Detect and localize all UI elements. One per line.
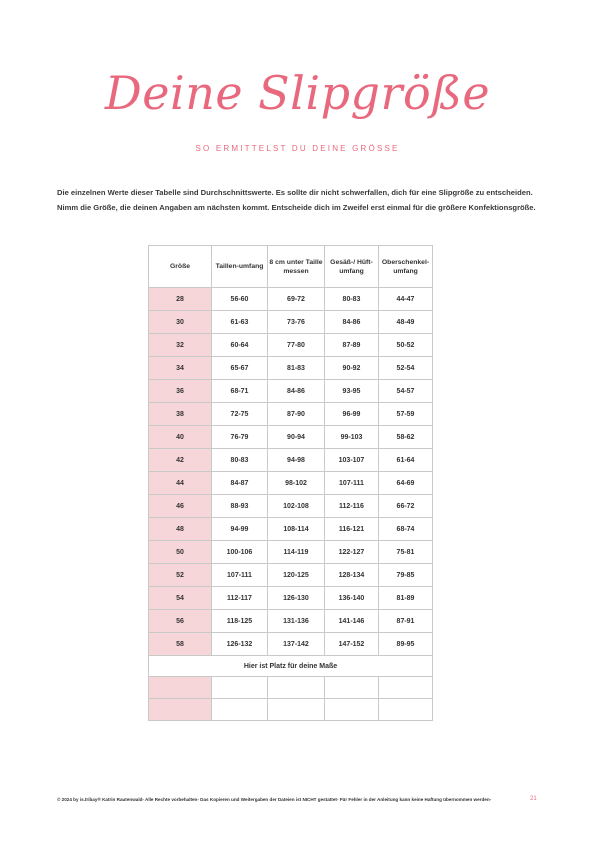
measure-cell: 137-142: [268, 633, 325, 656]
size-cell: 44: [149, 472, 212, 495]
size-cell: 50: [149, 541, 212, 564]
measure-cell: 61-63: [212, 311, 268, 334]
measure-cell: 64-69: [379, 472, 433, 495]
page-title: Deine Slipgröße: [104, 66, 491, 120]
header-below-waist: 8 cm unter Taille messen: [268, 246, 325, 288]
measure-cell: 84-86: [268, 380, 325, 403]
measure-cell: 84-87: [212, 472, 268, 495]
size-cell: 58: [149, 633, 212, 656]
measure-cell: 72-75: [212, 403, 268, 426]
measure-cell: 118-125: [212, 610, 268, 633]
table-row: [149, 587, 433, 610]
measure-cell: 77-80: [268, 334, 325, 357]
table-row: [149, 541, 433, 564]
measure-cell: 108-114: [268, 518, 325, 541]
page-number: 21: [530, 796, 537, 802]
table-body: [149, 288, 433, 721]
measure-cell: 81-89: [379, 587, 433, 610]
table-row: [149, 403, 433, 426]
measure-cell: 116-121: [325, 518, 379, 541]
size-table: [148, 245, 433, 721]
header-size: Größe: [149, 246, 212, 288]
measure-cell: 126-130: [268, 587, 325, 610]
header-waist: Taillen-umfang: [212, 246, 268, 288]
measure-cell: 50-52: [379, 334, 433, 357]
blank-measure-row: [149, 677, 433, 699]
blank-measure-cell: [325, 699, 379, 721]
blank-size-cell: [149, 677, 212, 699]
note-cell: Hier ist Platz für deine Maße: [149, 656, 433, 677]
measure-cell: 48-49: [379, 311, 433, 334]
table-row: [149, 633, 433, 656]
measure-cell: 90-94: [268, 426, 325, 449]
table-row: [149, 311, 433, 334]
size-cell: 40: [149, 426, 212, 449]
measure-cell: 87-91: [379, 610, 433, 633]
measure-cell: 136-140: [325, 587, 379, 610]
blank-measure-cell: [379, 699, 433, 721]
measure-cell: 114-119: [268, 541, 325, 564]
measure-cell: 58-62: [379, 426, 433, 449]
measure-cell: 65-67: [212, 357, 268, 380]
table-row: [149, 495, 433, 518]
blank-measure-cell: [212, 699, 268, 721]
table-row: [149, 564, 433, 587]
size-cell: 28: [149, 288, 212, 311]
measure-cell: 107-111: [212, 564, 268, 587]
size-cell: 32: [149, 334, 212, 357]
measure-cell: 75-81: [379, 541, 433, 564]
measure-cell: 73-76: [268, 311, 325, 334]
blank-measure-row: [149, 699, 433, 721]
table-row: [149, 610, 433, 633]
size-cell: 42: [149, 449, 212, 472]
table-row: [149, 426, 433, 449]
table-row: [149, 472, 433, 495]
footer-copyright: © 2024 by is.tribay® Katrin Rautenwald- Alle Rechte vorbehalten- Das Kopieren und Weitergaben der Dateien ist NICHT gestattet- Für Fehler in der Anleitung kann keine Haftung übernommen werden-: [57, 797, 492, 802]
blank-measure-cell: [268, 699, 325, 721]
measure-cell: 147-152: [325, 633, 379, 656]
table-row: [149, 357, 433, 380]
size-cell: 56: [149, 610, 212, 633]
measure-cell: 56-60: [212, 288, 268, 311]
measure-cell: 94-98: [268, 449, 325, 472]
blank-measure-cell: [379, 677, 433, 699]
measure-cell: 89-95: [379, 633, 433, 656]
measure-cell: 112-117: [212, 587, 268, 610]
measure-cell: 79-85: [379, 564, 433, 587]
measure-cell: 68-71: [212, 380, 268, 403]
measure-cell: 84-86: [325, 311, 379, 334]
measure-cell: 112-116: [325, 495, 379, 518]
measure-cell: 68-74: [379, 518, 433, 541]
size-cell: 34: [149, 357, 212, 380]
size-cell: 48: [149, 518, 212, 541]
header-thigh: Oberschenkel-umfang: [379, 246, 433, 288]
measure-cell: 66-72: [379, 495, 433, 518]
measure-cell: 90-92: [325, 357, 379, 380]
measure-cell: 87-89: [325, 334, 379, 357]
measure-cell: 120-125: [268, 564, 325, 587]
intro-paragraph: Die einzelnen Werte dieser Tabelle sind Durchschnittswerte. Es sollte dir nicht schwerfallen, dich für eine Slipgröße zu entscheiden. Nimm die Größe, die deinen Angaben am nächsten kommt. Entscheide dich im Zweifel erst einmal für die größere Konfektionsgröße.: [57, 188, 536, 212]
measure-cell: 76-79: [212, 426, 268, 449]
measure-cell: 60-64: [212, 334, 268, 357]
table-row: [149, 288, 433, 311]
measure-cell: 52-54: [379, 357, 433, 380]
measure-cell: 128-134: [325, 564, 379, 587]
measure-cell: 57-59: [379, 403, 433, 426]
measure-cell: 69-72: [268, 288, 325, 311]
measure-cell: 87-90: [268, 403, 325, 426]
blank-measure-cell: [325, 677, 379, 699]
measure-cell: 141-146: [325, 610, 379, 633]
measure-cell: 88-93: [212, 495, 268, 518]
measure-cell: 96-99: [325, 403, 379, 426]
size-cell: 36: [149, 380, 212, 403]
measure-cell: 126-132: [212, 633, 268, 656]
measure-cell: 61-64: [379, 449, 433, 472]
note-row: [149, 656, 433, 677]
measure-cell: 100-106: [212, 541, 268, 564]
size-cell: 52: [149, 564, 212, 587]
measure-cell: 54-57: [379, 380, 433, 403]
table-row: [149, 334, 433, 357]
size-cell: 46: [149, 495, 212, 518]
size-cell: 38: [149, 403, 212, 426]
blank-measure-cell: [212, 677, 268, 699]
measure-cell: 94-99: [212, 518, 268, 541]
measure-cell: 80-83: [325, 288, 379, 311]
table-row: [149, 380, 433, 403]
measure-cell: 80-83: [212, 449, 268, 472]
measure-cell: 99-103: [325, 426, 379, 449]
size-cell: 30: [149, 311, 212, 334]
measure-cell: 93-95: [325, 380, 379, 403]
measure-cell: 107-111: [325, 472, 379, 495]
measure-cell: 103-107: [325, 449, 379, 472]
measure-cell: 102-108: [268, 495, 325, 518]
measure-cell: 131-136: [268, 610, 325, 633]
blank-measure-cell: [268, 677, 325, 699]
size-cell: 54: [149, 587, 212, 610]
header-hip: Gesäß-/ Hüft-umfang: [325, 246, 379, 288]
measure-cell: 98-102: [268, 472, 325, 495]
table-row: [149, 449, 433, 472]
page-subtitle: SO ERMITTELST DU DEINE GRÖSSE: [195, 144, 400, 153]
blank-size-cell: [149, 699, 212, 721]
measure-cell: 81-83: [268, 357, 325, 380]
measure-cell: 122-127: [325, 541, 379, 564]
table-row: [149, 518, 433, 541]
table-header-row: [149, 246, 433, 288]
measure-cell: 44-47: [379, 288, 433, 311]
